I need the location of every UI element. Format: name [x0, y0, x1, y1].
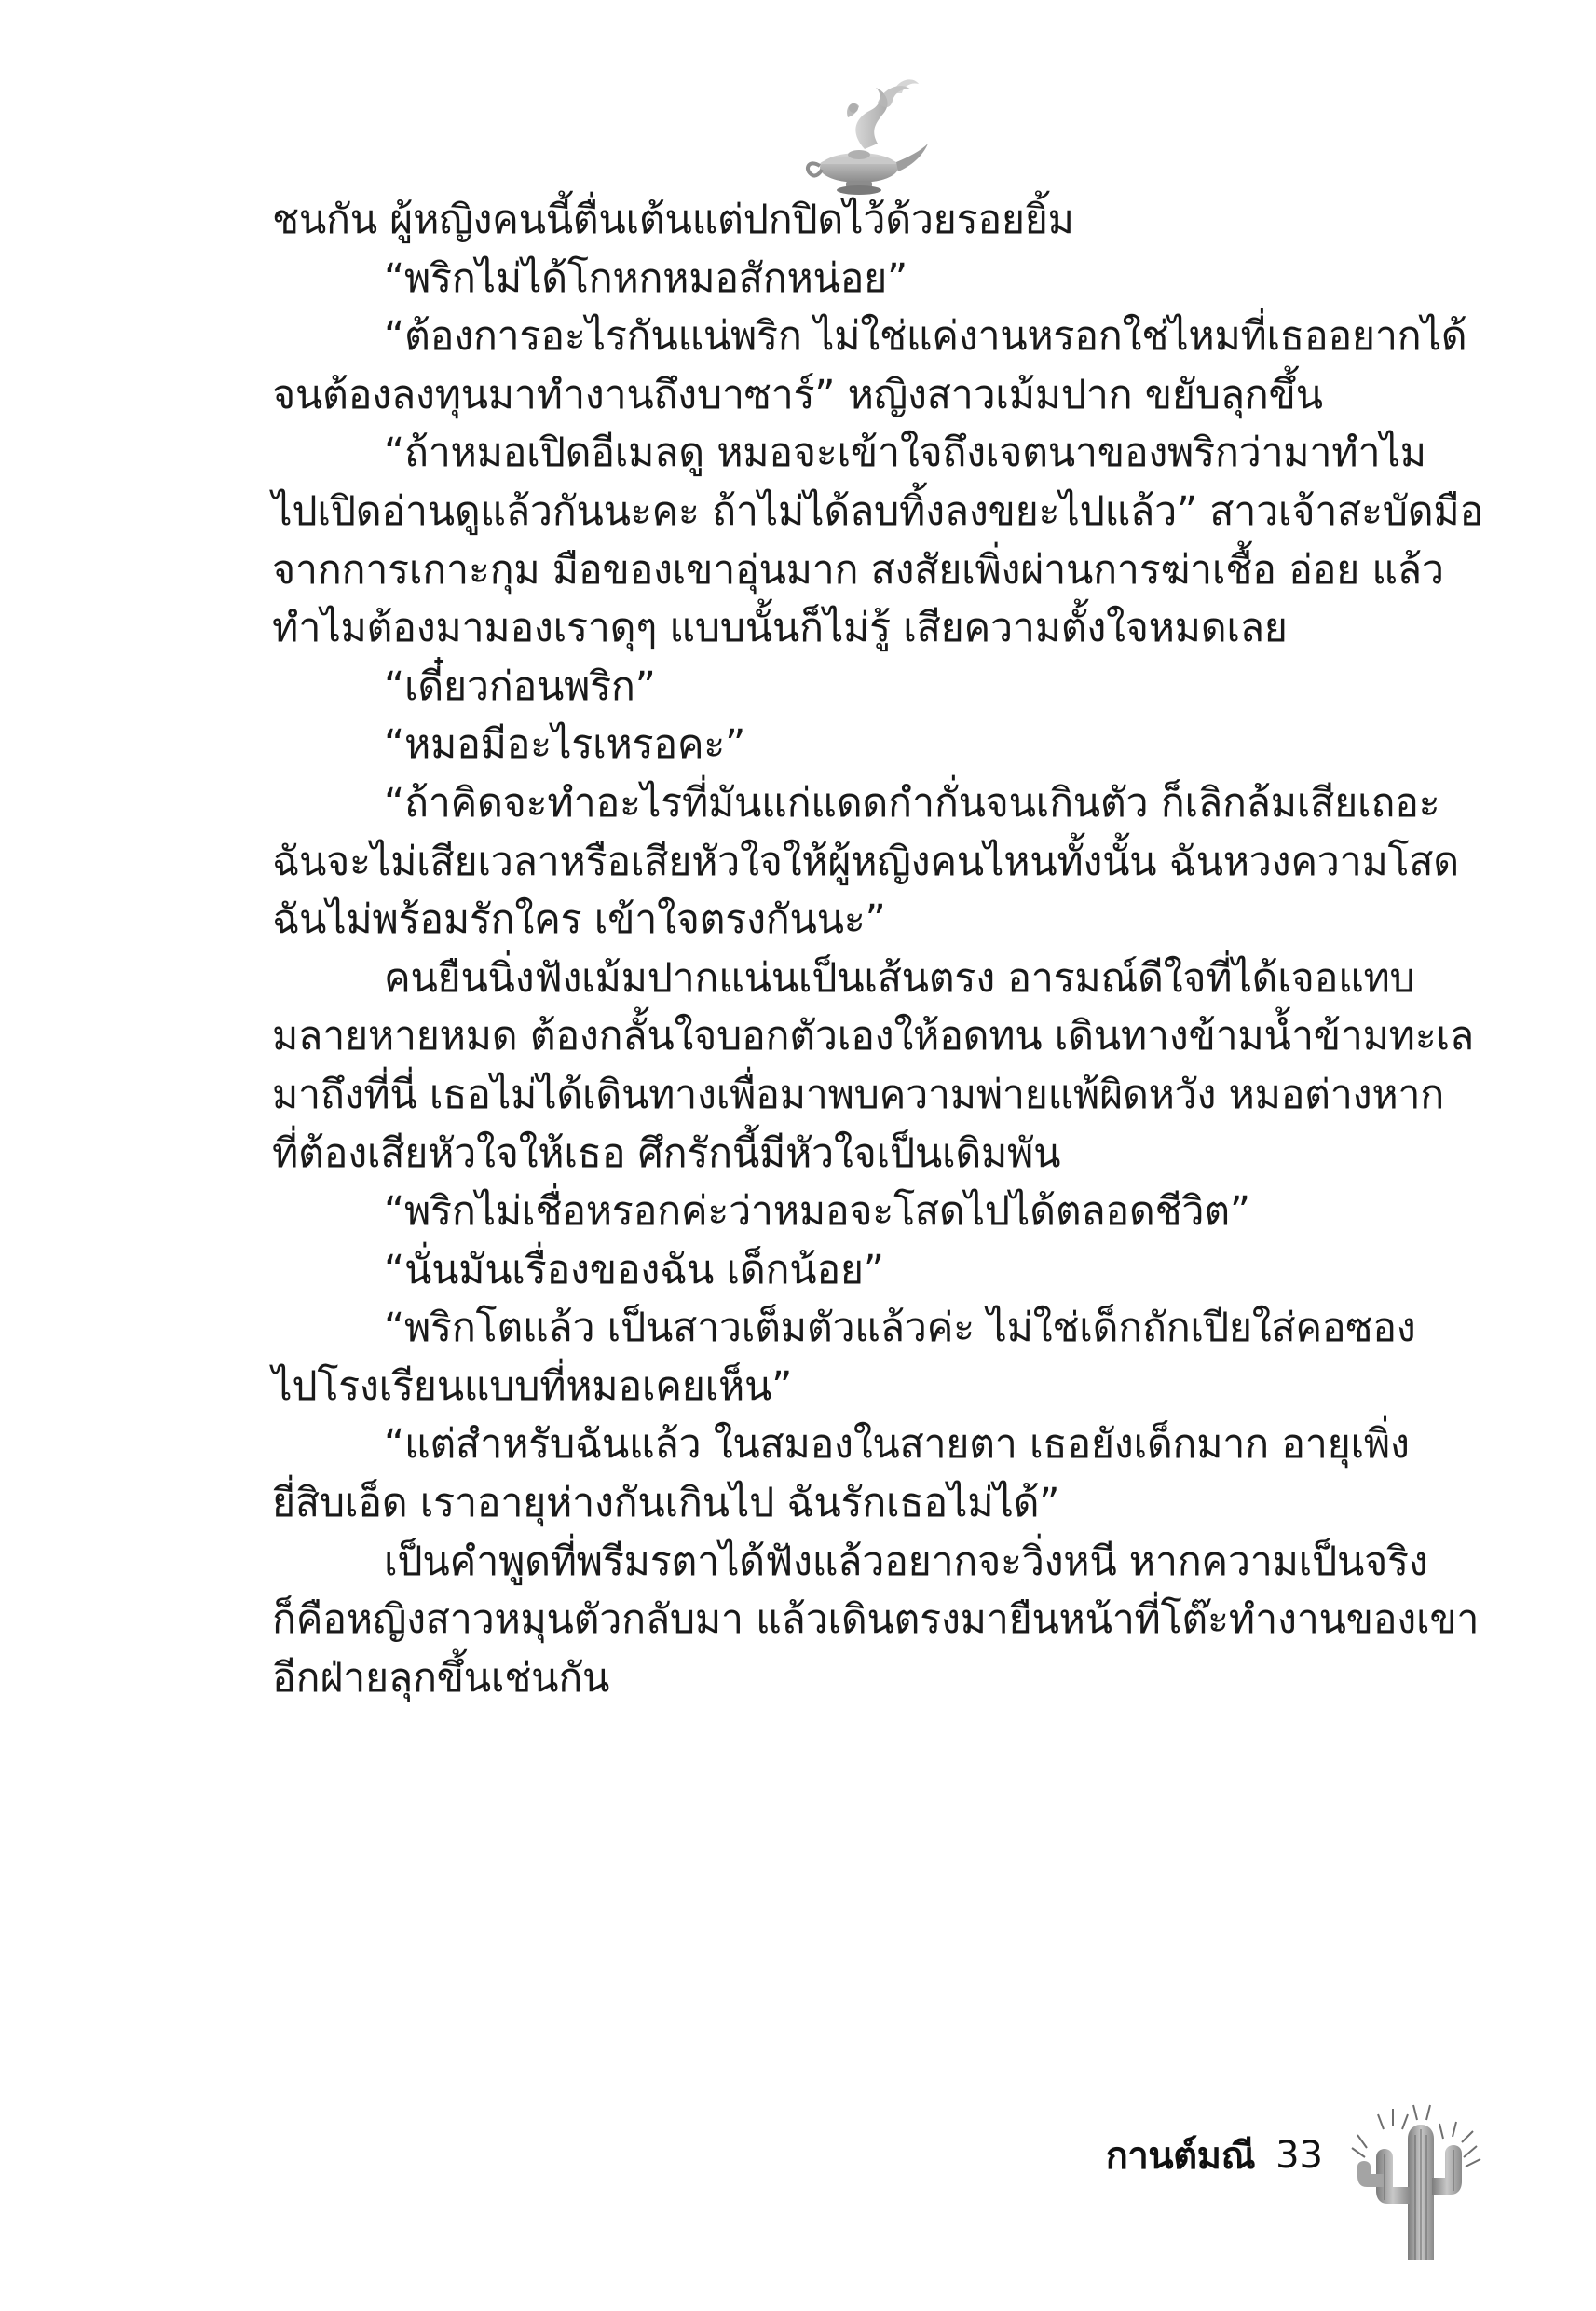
book-title: กานต์มณี — [1105, 2135, 1256, 2178]
text-line: “พริกโตแล้ว เป็นสาวเต็มตัวแล้วค่ะ ไม่ใช่เด็กถักเปียใส่คอซอง — [384, 1305, 1416, 1352]
text-line: “พริกไม่ได้โกหกหมอสักหน่อย” — [384, 254, 908, 302]
text-line: จนต้องลงทุนมาทำงานถึงบาซาร์” หญิงสาวเม้มปาก ขยับลุกขึ้น — [272, 371, 1323, 418]
text-line: อีกฝ่ายลุกขึ้นเช่นกัน — [272, 1654, 610, 1702]
genie-lamp-icon — [792, 65, 932, 205]
text-line: “ถ้าคิดจะทำอะไรที่มันแก่แดดกำกั่นจนเกินตัว ก็เลิกล้มเสียเถอะ — [384, 779, 1440, 827]
text-line: “แต่สำหรับฉันแล้ว ในสมองในสายตา เธอยังเด็กมาก อายุเพิ่ง — [384, 1421, 1410, 1469]
body-text — [272, 191, 1483, 1707]
text-line: ชนกัน ผู้หญิงคนนี้ตื่นเต้นแต่ปกปิดไว้ด้วยรอยยิ้ม — [272, 197, 1074, 243]
text-line: “ต้องการอะไรกันแน่พริก ไม่ใช่แค่งานหรอกใช่ไหมที่เธออยากได้ — [384, 313, 1467, 361]
text-line: ไปเปิดอ่านดูแล้วกันนะคะ ถ้าไม่ได้ลบทิ้งลงขยะไปแล้ว” สาวเจ้าสะบัดมือ — [272, 487, 1483, 535]
text-line: ก็คือหญิงสาวหมุนตัวกลับมา แล้วเดินตรงมายืนหน้าที่โต๊ะทำงานของเขา — [272, 1596, 1480, 1644]
text-line: ยี่สิบเอ็ด เราอายุห่างกันเกินไป ฉันรักเธอไม่ได้” — [272, 1480, 1060, 1527]
text-line: “หมอมีอะไรเหรอคะ” — [384, 721, 746, 769]
text-line: จากการเกาะกุม มือของเขาอุ่นมาก สงสัยเพิ่งผ่านการฆ่าเชื้อ อ่อย แล้ว — [272, 546, 1444, 594]
cactus-icon — [1346, 2101, 1486, 2260]
text-line: “นั่นมันเรื่องของฉัน เด็กน้อย” — [384, 1246, 884, 1293]
text-line: มาถึงที่นี่ เธอไม่ได้เดินทางเพื่อมาพบความพ่ายแพ้ผิดหวัง หมอต่างหาก — [272, 1071, 1444, 1118]
text-line: ทำไมต้องมามองเราดุๆ แบบนั้นก็ไม่รู้ เสียความตั้งใจหมดเลย — [272, 605, 1288, 652]
text-line: “เดี๋ยวก่อนพริก” — [384, 663, 656, 710]
text-line: เป็นคำพูดที่พรีมรตาได้ฟังแล้วอยากจะวิ่งหนี หากความเป็นจริง — [384, 1538, 1428, 1585]
page-footer — [1071, 2129, 1323, 2181]
page-number: 33 — [1275, 2134, 1323, 2177]
text-line: “ถ้าหมอเปิดอีเมลดู หมอจะเข้าใจถึงเจตนาของพริกว่ามาทำไม — [384, 430, 1426, 477]
text-line: “พริกไม่เชื่อหรอกค่ะว่าหมอจะโสดไปได้ตลอดชีวิต” — [384, 1188, 1250, 1236]
text-line: มลายหายหมด ต้องกลั้นใจบอกตัวเองให้อดทน เดินทางข้ามน้ำข้ามทะเล — [272, 1013, 1474, 1060]
text-line: ที่ต้องเสียหัวใจให้เธอ ศึกรักนี้มีหัวใจเป็นเดิมพัน — [272, 1129, 1061, 1177]
text-line: ฉันจะไม่เสียเวลาหรือเสียหัวใจให้ผู้หญิงคนไหนทั้งนั้น ฉันหวงความโสด — [272, 838, 1459, 885]
text-line: คนยืนนิ่งฟังเม้มปากแน่นเป็นเส้นตรง อารมณ์ดีใจที่ได้เจอแทบ — [384, 954, 1415, 1002]
text-line: ไปโรงเรียนแบบที่หมอเคยเห็น” — [272, 1362, 793, 1410]
text-line: ฉันไม่พร้อมรักใคร เข้าใจตรงกันนะ” — [272, 896, 886, 944]
